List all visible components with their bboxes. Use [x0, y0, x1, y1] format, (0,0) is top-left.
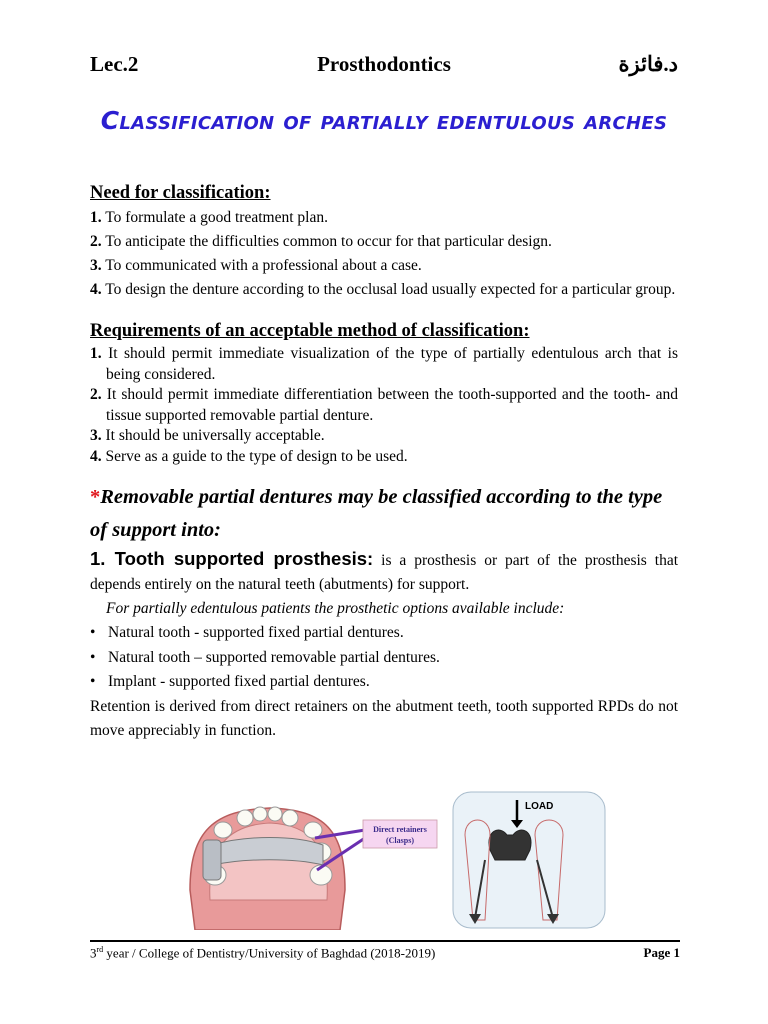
- page-header: [90, 52, 678, 82]
- requirement-item-4: 4. Serve as a guide to the type of design to be used.: [90, 447, 408, 465]
- list-item: • Natural tooth - supported fixed partial dentures.: [90, 621, 678, 646]
- bullet-icon: •: [90, 648, 96, 666]
- rpd-heading: *Removable partial dentures may be classified according to the type of support into:: [90, 486, 663, 541]
- callout-line2: (Clasps): [385, 836, 415, 845]
- need-heading: Need for classification:: [90, 183, 271, 203]
- need-item-3: 3. To communicated with a professional about a case.: [90, 257, 422, 274]
- footer-text: 3rd year / College of Dentistry/University of Baghdad (2018-2019): [90, 945, 436, 961]
- need-item-2: 2. To anticipate the difficulties common to occur for that particular design.: [90, 233, 552, 250]
- load-diagram: [453, 792, 605, 928]
- lecture-number: Lec.2: [90, 52, 139, 76]
- options-list: [90, 621, 678, 695]
- requirement-item-2: 2. It should permit immediate differentiation between the tooth-supported and the tooth- and tissue supported removable partial denture.: [90, 386, 678, 424]
- requirements-heading: Requirements of an acceptable method of classification:: [90, 321, 530, 341]
- bullet-icon: •: [90, 624, 96, 641]
- main-content: [90, 180, 678, 743]
- requirement-item-1: 1. It should permit immediate visualization of the type of partially edentulous arch that is being considered.: [90, 345, 679, 383]
- load-label: LOAD: [525, 801, 554, 812]
- subject-title: Prosthodontics: [317, 52, 451, 76]
- options-intro: For partially edentulous patients the prosthetic options available include:: [106, 600, 565, 617]
- tooth-supported-paragraph: 1. Tooth supported prosthesis: is a prosthesis or part of the prosthesis that depends entirely on the natural teeth (abutments) for support.: [90, 548, 679, 593]
- requirement-item-3: 3. It should be universally acceptable.: [90, 427, 325, 444]
- footer-divider: [90, 940, 680, 942]
- bullet-icon: •: [90, 673, 96, 690]
- figures: [185, 790, 615, 930]
- need-item-1: 1. To formulate a good treatment plan.: [90, 209, 328, 226]
- document-title: Classification of partially edentulous arches: [100, 106, 668, 135]
- need-item-4: 4. To design the denture according to the occlusal load usually expected for a particular group.: [90, 281, 676, 298]
- tooth-supported-lead: 1. Tooth supported prosthesis:: [90, 548, 374, 569]
- retention-paragraph: Retention is derived from direct retainers on the abutment teeth, tooth supported RPDs do not move appreciably in function.: [90, 697, 678, 739]
- list-item: • Natural tooth – supported removable partial dentures.: [90, 646, 678, 671]
- page-number: Page 1: [643, 945, 680, 960]
- list-item: • Implant - supported fixed partial dentures.: [90, 670, 678, 695]
- callout-line1: Direct retainers: [373, 825, 427, 834]
- author-name: د.فائزة: [618, 52, 678, 76]
